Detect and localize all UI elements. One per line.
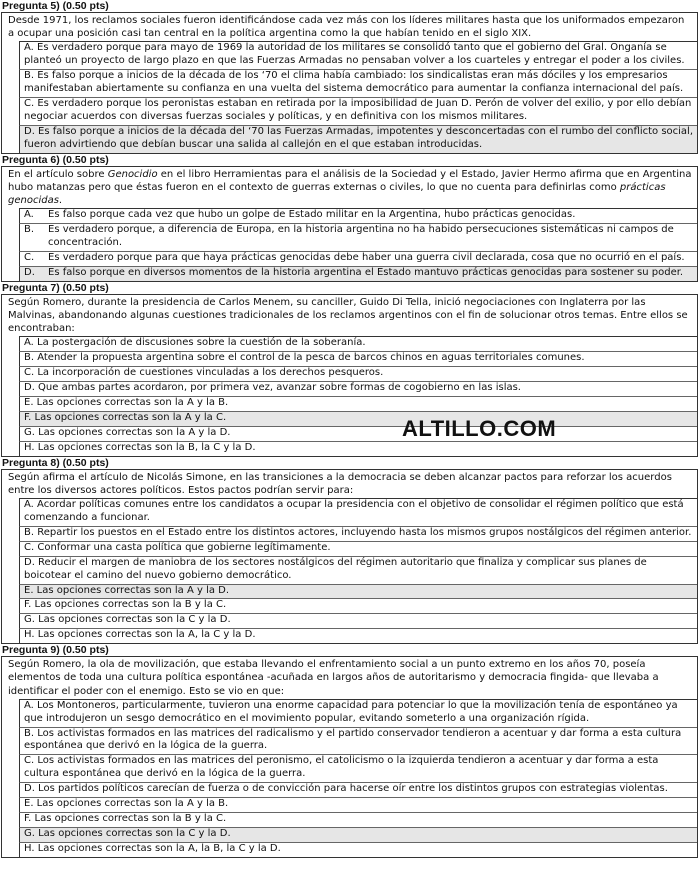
option-text: Es verdadero porque, a diferencia de Europa, en la historia argentina no ha habido persecuciones sistemáticas ni campos de concentración. [48, 224, 674, 249]
option-f[interactable]: F. Las opciones correctas son la A y la C. [19, 411, 697, 426]
option-d[interactable]: D. Reducir el margen de maniobra de los sectores nostálgicos del régimen autoritario que finaliza y complicar sus planes de boicotear el camino del nuevo gobierno democrático. [19, 556, 697, 584]
question-stem: Según Romero, durante la presidencia de Carlos Menem, su canciller, Guido Di Tella, inició negociaciones con Inglaterra por las Malvinas, abandonando algunas cuestiones tradicionales de los reclamos argentinos con el fin de solucionar otros temas. Entre ellos se encontraban: [8, 296, 688, 335]
option-h[interactable]: H. Las opciones correctas son la B, la C y la D. [19, 441, 697, 456]
option-g[interactable]: G. Las opciones correctas son la A y la D. [19, 426, 697, 441]
stem-italic-genocidio: Genocidio [107, 168, 158, 180]
option-g[interactable]: G. Las opciones correctas son la C y la D. [19, 613, 697, 628]
option-letter: A. [24, 209, 34, 221]
option-letter: D. [24, 266, 35, 278]
option-text: Es falso porque cada vez que hubo un golpe de Estado militar en la Argentina, hubo prácticas genocidas. [48, 209, 576, 221]
option-f[interactable]: F. Las opciones correctas son la B y la C. [19, 598, 697, 613]
question-title: Pregunta 5) (0.50 pts) [2, 0, 109, 12]
question-box [1, 656, 698, 858]
option-a[interactable]: A. Es verdadero porque para mayo de 1969 la autoridad de los militares se consolidó tanto que el gobierno del Gral. Onganía se planteó un proyecto de largo plazo en que las Fuerzas Armadas no pensaban volver a los cuarteles y entregar el poder a los civiles. [19, 42, 697, 69]
option-b[interactable]: B. Repartir los puestos en el Estado entre los distintos actores, incluyendo hasta los mismos grupos nostálgicos del régimen anterior. [19, 526, 697, 541]
option-e[interactable]: E. Las opciones correctas son la A y la D. [19, 584, 697, 599]
option-letter: C. [24, 251, 35, 263]
question-box [1, 469, 698, 644]
question-8 [0, 457, 700, 644]
options-list [19, 208, 697, 281]
question-box [1, 294, 698, 457]
option-c[interactable]: C. Los activistas formados en las matrices del peronismo, el catolicismo o la izquierda tendieron a acentuar y dar forma a esta cultura espontánea que derivó en la lógica de la guerra. [19, 754, 697, 782]
option-e[interactable]: E. Las opciones correctas son la A y la B. [19, 396, 697, 411]
question-stem [2, 167, 697, 209]
question-title: Pregunta 6) (0.50 pts) [2, 153, 109, 166]
question-9 [0, 644, 700, 858]
options-list [19, 498, 697, 643]
question-title: Pregunta 7) (0.50 pts) [2, 281, 109, 294]
option-f[interactable]: F. Las opciones correctas son la B y la C. [19, 812, 697, 827]
option-text: Es verdadero porque para que haya prácticas genocidas debe haber una guerra civil declarada, cosa que no ocurrió en el país. [48, 251, 685, 263]
option-d[interactable] [19, 266, 697, 281]
option-letter: B. [24, 224, 35, 236]
question-6 [0, 154, 700, 282]
question-stem: Desde 1971, los reclamos sociales fueron identificándose cada vez más con los líderes militares hasta que los uniformados empezaron a ocupar una posición casi tan central en la política argentina como la que habían tenido en el siglo XIX. [8, 15, 685, 40]
option-c[interactable] [19, 251, 697, 266]
option-d[interactable]: D. Que ambas partes acordaron, por primera vez, avanzar sobre formas de cogobierno en las islas. [19, 381, 697, 396]
options-list [19, 41, 697, 152]
question-box [1, 166, 698, 282]
stem-text: en el libro Herramientas para el análisis de la Sociedad y el Estado, Javier Hermo afirma que en Argentina hubo matanzas pero que éstas fueron en el contexto de guerras externas o civiles, lo que no cuenta para definirlas como [8, 168, 692, 193]
question-5 [0, 0, 700, 154]
option-a[interactable]: A. Los Montoneros, particularmente, tuvieron una enorme capacidad para potenciar lo que la movilización tenía de espontáneo ya que introdujeron un sesgo democrático en el movimiento popular, evitando someterlo a una organización rígida. [19, 700, 697, 727]
options-list [19, 699, 697, 857]
option-d[interactable]: D. Los partidos políticos carecían de fuerza o de convicción para hacerse oír entre los distintos grupos con estrategias violentas. [19, 782, 697, 797]
option-d[interactable]: D. Es falso porque a inicios de la década del ‘70 las Fuerzas Armadas, impotentes y desconcertadas con el rumbo del conflicto social, fueron advirtiendo que debían buscar una salida al callejón en el que estaban introducidas. [19, 125, 697, 153]
option-b[interactable]: B. Atender la propuesta argentina sobre el control de la pesca de barcos chinos en aguas territoriales comunes. [19, 351, 697, 366]
option-a[interactable]: A. La postergación de discusiones sobre la cuestión de la soberanía. [19, 337, 697, 351]
option-g[interactable]: G. Las opciones correctas son la C y la D. [19, 827, 697, 842]
option-c[interactable]: C. La incorporación de cuestiones vinculadas a los derechos pesqueros. [19, 366, 697, 381]
option-a[interactable]: A. Acordar políticas comunes entre los candidatos a ocupar la presidencia con el objetivo de consolidar el régimen político que está comenzando a funcionar. [19, 499, 697, 526]
option-b[interactable]: B. Los activistas formados en las matrices del radicalismo y el partido conservador tendieron a acentuar y dar forma a esta cultura espontánea que derivó en la lógica de la guerra. [19, 727, 697, 755]
option-b[interactable] [19, 223, 697, 251]
option-a[interactable] [19, 209, 697, 223]
options-list [19, 336, 697, 455]
question-title: Pregunta 8) (0.50 pts) [2, 456, 109, 469]
watermark-text: ALTILLO.COM [402, 416, 557, 441]
option-h[interactable]: H. Las opciones correctas son la A, la C y la D. [19, 628, 697, 643]
option-c[interactable]: C. Es verdadero porque los peronistas estaban en retirada por la imposibilidad de Juan D. Perón de volver del exilio, y por ello debían negociar acuerdos con diversas fuerzas sociales y políticas, y en definitiva con los mismos militares. [19, 97, 697, 125]
option-c[interactable]: C. Conformar una casta política que gobierne legítimamente. [19, 541, 697, 556]
option-e[interactable]: E. Las opciones correctas son la A y la B. [19, 797, 697, 812]
option-text: Es falso porque en diversos momentos de la historia argentina el Estado mantuvo prácticas genocidas para sostener su poder. [48, 266, 684, 278]
stem-text: . [58, 195, 63, 207]
question-box [1, 12, 698, 154]
question-stem: Según afirma el artículo de Nicolás Simone, en las transiciones a la democracia se deben alcanzar pactos para reforzar los acuerdos entre los diversos actores políticos. Estos pactos podrían servir para: [8, 471, 672, 496]
option-b[interactable]: B. Es falso porque a inicios de la década de los ‘70 el clima había cambiado: los sindicalistas eran más dóciles y los empresarios manifestaban abiertamente su confianza en una vuelta del sistema democrático para aumentar la confianza internacional del país. [19, 69, 697, 97]
question-title: Pregunta 9) (0.50 pts) [2, 644, 109, 657]
stem-italic-practicas: prácticas genocidas [8, 181, 666, 207]
question-stem: Según Romero, la ola de movilización, que estaba llevando el enfrentamiento social a un punto extremo en los años 70, poseía elementos de toda una cultura política espontánea -acuñada en largos años de autoritarismo y democracia fingida- que llevaba a identificar el poder con el enemigo. Esto se vio en que: [8, 659, 659, 697]
option-h[interactable]: H. Las opciones correctas son la A, la B, la C y la D. [19, 842, 697, 857]
question-7 [0, 282, 700, 457]
stem-text: En el artículo sobre [8, 168, 108, 180]
